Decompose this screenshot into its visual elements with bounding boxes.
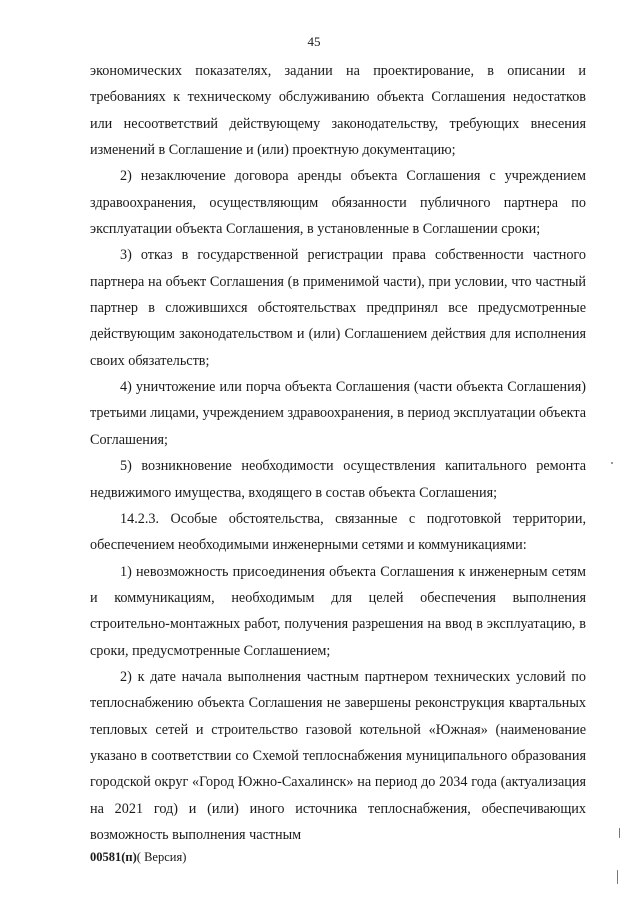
paragraph-subitem-1: 1) невозможность присоединения объекта Соглашения к инженерным сетям и коммуникациям, необходимым для целей обеспечения выполнения строительно-монтажных работ, получения разрешения на ввод в эксплуатацию, в сроки, предусмотренные Соглашением; [90, 563, 586, 659]
paragraph-item-3: 3) отказ в государственной регистрации права собственности частного партнера на объект Соглашения (в применимой части), при условии, что частный партнер в сложившихся обстоятельствах предпринял все предусмотренные действующим законодательством и (или) Соглашением действия для исполнения своих обязательств; [90, 247, 586, 369]
scan-speck [611, 462, 613, 464]
paragraph-continuation: экономических показателях, задании на проектирование, в описании и требованиях к техническому обслуживанию объекта Соглашения недостатков или несоответствий действующему законодательству, требующих внесения изменений в Соглашение и (или) проектную документацию; [90, 63, 586, 159]
paragraph-subitem-2: 2) к дате начала выполнения частным партнером технических условий по теплоснабжению объекта Соглашения не завершены реконструкция квартальных тепловых сетей и строительство газовой котельной «Южная» (наименование указано в соответствии со Схемой теплоснабжения муниципального образования городской округ «Город Южно-Сахалинск» на период до 2034 года (актуализация на 2021 год) и (или) иного источника теплоснабжения, обеспечивающих возможность выполнения частным [90, 668, 586, 843]
document-body [90, 58, 586, 848]
scan-speck [617, 870, 618, 884]
paragraph-item-4: 4) уничтожение или порча объекта Соглашения (части объекта Соглашения) третьими лицами, учреждением здравоохранения, в период эксплуатации объекта Соглашения; [90, 379, 586, 448]
footer-document-code: 00581(п) [90, 850, 137, 864]
page-number: 45 [307, 34, 321, 49]
document-footer [90, 850, 186, 865]
scan-speck [619, 828, 620, 838]
paragraph-item-5: 5) возникновение необходимости осуществления капитального ремонта недвижимого имущества, входящего в состав объекта Соглашения; [90, 458, 586, 501]
paragraph-section-14-2-3: 14.2.3. Особые обстоятельства, связанные с подготовкой территории, обеспечением необходимыми инженерными сетями и коммуникациями: [90, 510, 586, 554]
paragraph-item-2: 2) незаключение договора аренды объекта Соглашения с учреждением здравоохранения, осуществляющим обязанности публичного партнера по эксплуатации объекта Соглашения, в установленные в Соглашении сроки; [90, 168, 586, 238]
footer-version-label: ( Версия) [136, 850, 187, 864]
